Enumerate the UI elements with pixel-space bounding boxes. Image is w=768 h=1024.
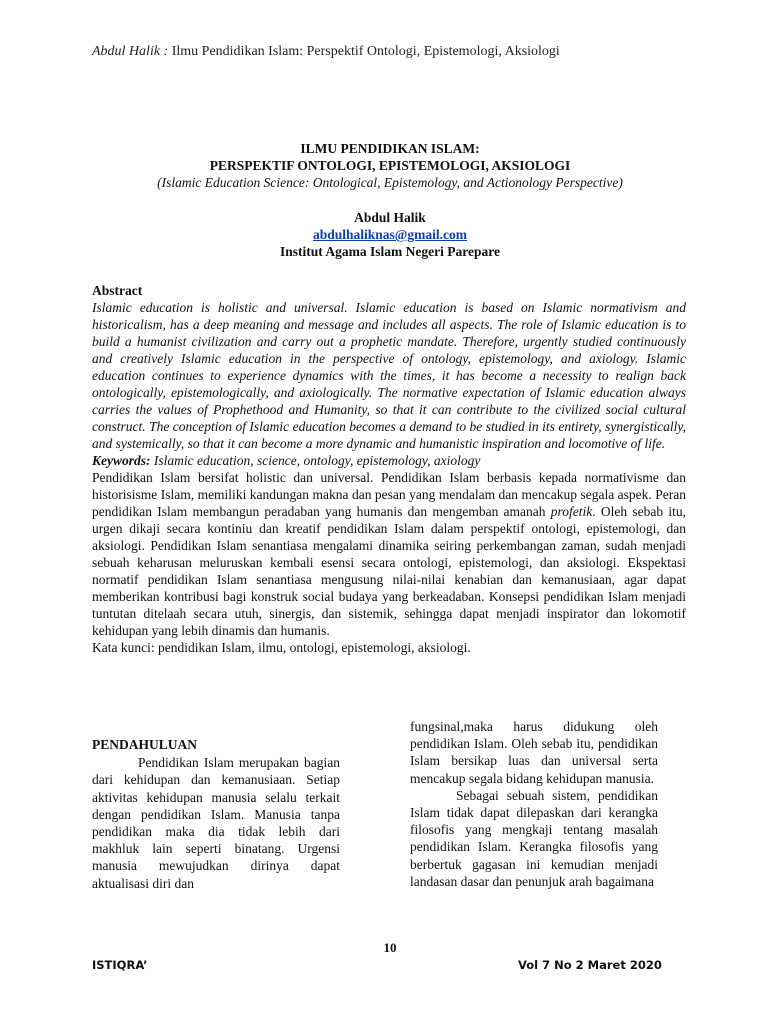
kata-kunci-line: Kata kunci: pendidikan Islam, ilmu, ontologi, epistemologi, aksiologi. [92, 640, 471, 655]
keywords-text: Islamic education, science, ontology, epistemology, axiology [150, 453, 481, 468]
header-title: Ilmu Pendidikan Islam: Perspektif Ontologi, Epistemologi, Aksiologi [171, 44, 560, 59]
body-paragraph: Sebagai sebuah sistem, pendidikan Islam tidak dapat dilepaskan dari kerangka filosofis yang mengkaji tentang masalah pendidikan Islam. Kerangka filosofis yang berbertuk gagasan ini kemudian menjadi landasan dasar dan penunjuk arah bagaimana [410, 787, 658, 889]
abstract-section [92, 282, 686, 656]
abstract-indonesian-italic: profetik [550, 504, 593, 519]
abstract-indonesian-part2: . Oleh sebab itu, urgen dikaji secara kontiniu dan kreatif pendidikan Islam dalam perspektif ontologi, epistemologi, dan aksiologi. Pendidikan Islam senantiasa mengalami dinamika seiring perkembangan zaman, sudah menjadi sebuah keharusan meluruskan kembali esensi secara ontologi, epistemologi, dan aksiologi. Ekspektasi normatif pendidikan Islam senantiasa mengusung nilai-nilai kenabian dan kemanusiaan, agar dapat memberikan kontribusi bagi konstruk social budaya yang berkeadaban. Konsepsi pendidikan Islam menjadi tuntutan ditelaah secara utuh, sinergis, dan sistemik, sehingga dapat menjadi inspirator dan lokomotif kehidupan yang lebih dinamis dan humanis. [92, 504, 686, 638]
author-email-link[interactable]: abdulhaliknas@gmail.com [313, 227, 467, 242]
body-column-left [92, 718, 340, 892]
author-institution: Institut Agama Islam Negeri Parepare [280, 244, 500, 259]
title-block [60, 140, 720, 260]
body-paragraph: fungsinal,maka harus didukung oleh pendidikan Islam. Oleh sebab itu, pendidikan Islam bersikap luas dan universal serta mencakup segala bidang kehidupan manusia. [410, 719, 658, 786]
author-name: Abdul Halik [354, 210, 426, 225]
paper-title-line2: PERSPEKTIF ONTOLOGI, EPISTEMOLOGI, AKSIOLOGI [209, 158, 571, 173]
header-author: Abdul Halik : [92, 44, 169, 59]
section-heading: PENDAHULUAN [92, 737, 198, 752]
abstract-indonesian-part1: Pendidikan Islam bersifat holistic dan universal. Pendidikan Islam berbasis kepada normativisme dan historisisme Islam, memiliki kandungan makna dan pesan yang mendalam dan mencakup segala aspek. Peran pendidikan Islam membangun peradaban yang humanis dan mengemban amanah [92, 470, 686, 519]
body-paragraph: Pendidikan Islam merupakan bagian dari kehidupan dan kemanusiaan. Setiap aktivitas kehidupan manusia selalu terkait dengan pendidikan Islam. Manusia tanpa pendidikan maka dia tidak lebih dari makhluk lain seperti binatang. Urgensi manusia mewujudkan dirinya dapat aktualisasi diri dan [92, 755, 340, 891]
footer-volume: Vol 7 No 2 Maret 2020 [518, 958, 662, 972]
footer-journal: ISTIQRA’ [92, 958, 148, 972]
running-header [92, 44, 560, 60]
paper-title-line1: ILMU PENDIDIKAN ISLAM: [300, 141, 480, 156]
abstract-indonesian [92, 469, 686, 639]
keywords-line [92, 452, 686, 469]
keywords-label: Keywords: [92, 453, 151, 468]
abstract-english: Islamic education is holistic and universal. Islamic education is based on Islamic normativism and historicalism, has a deep meaning and message and includes all aspects. The role of Islamic education is to build a humanist civilization and carry out a prophetic mandate. Therefore, urgently studied continuously and creatively Islamic education in the perspective of ontology, epistemology, and axiology. Islamic education continues to experience dynamics with the times, it has become a necessity to realign back ontologically, epistemologically, and axiologically. The normative expectation of Islamic education always carries the values of Prophethood and Humanity, so that it can contribute to the civilized social cultural construct. The conception of Islamic education becomes a demand to be studied in its entirety, synergistically, and systemically, so that it can become a more dynamic and humanistic inspiration and locomotive of life. [92, 300, 686, 451]
body-column-right [410, 718, 658, 890]
paper-subtitle: (Islamic Education Science: Ontological, Epistemology, and Actionology Perspective) [157, 175, 623, 190]
page-number: 10 [383, 940, 397, 955]
abstract-heading: Abstract [92, 283, 143, 298]
